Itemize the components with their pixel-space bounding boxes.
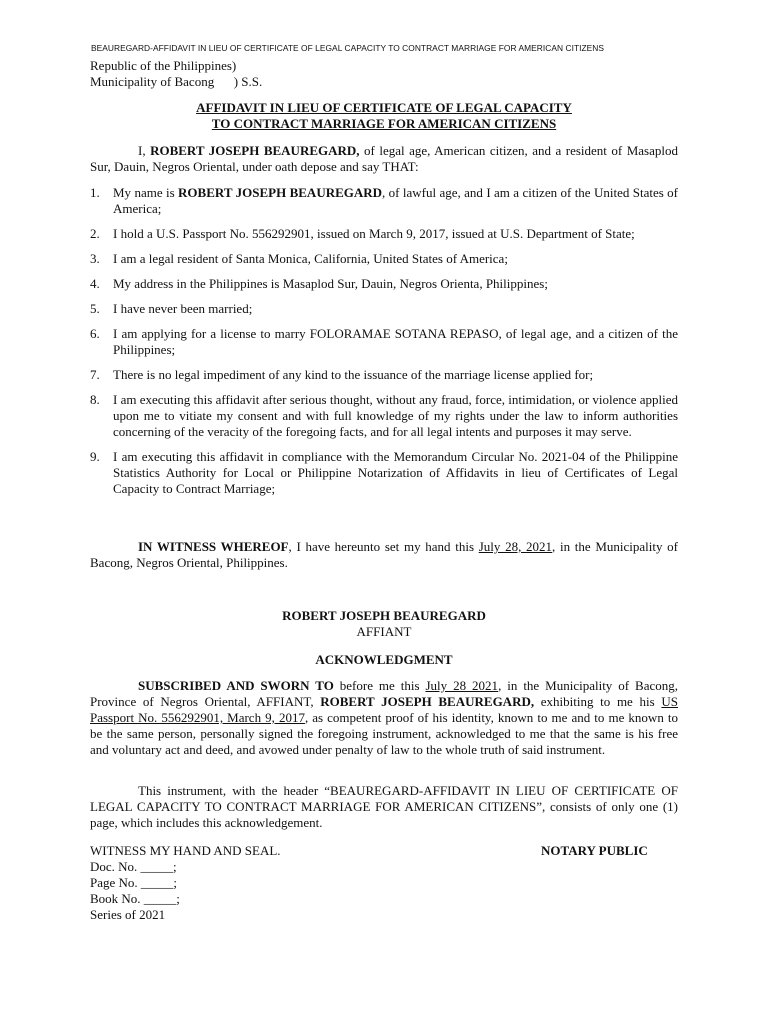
ack-text: before me this bbox=[333, 678, 426, 693]
document-title bbox=[90, 100, 678, 132]
venue-line-republic: Republic of the Philippines) bbox=[90, 58, 237, 73]
acknowledgment-title: ACKNOWLEDGMENT bbox=[315, 652, 453, 667]
witness-pre: , I have hereunto set my hand this bbox=[288, 539, 479, 554]
item-number: 6. bbox=[90, 326, 100, 341]
item-text: I have never been married; bbox=[113, 301, 253, 316]
intro-pre: I, bbox=[138, 143, 151, 158]
item-number: 2. bbox=[90, 226, 100, 241]
item-text: My name is bbox=[113, 185, 179, 200]
ack-text: , as competent proof of his identity, known to me and to me known to be the same person, personally signed the foregoing instrument, acknowledged to me that the same is his free and voluntary act and deed, and avowed under penalty of law to the whole truth of said instrument. bbox=[90, 710, 678, 757]
item-number: 4. bbox=[90, 276, 100, 291]
witness-paragraph bbox=[90, 539, 678, 571]
item-text: I hold a U.S. Passport No. 556292901, issued on March 9, 2017, issued at U.S. Department of State; bbox=[113, 226, 635, 241]
document-header: BEAUREGARD-AFFIDAVIT IN LIEU OF CERTIFICATE OF LEGAL CAPACITY TO CONTRACT MARRIAGE FOR AMERICAN CITIZENS bbox=[91, 43, 605, 53]
book-no: Book No. _____; bbox=[90, 891, 180, 906]
acknowledgment-paragraph bbox=[90, 678, 678, 758]
list-item bbox=[90, 392, 678, 440]
item-number: 7. bbox=[90, 367, 100, 382]
item-text: I am executing this affidavit in compliance with the Memorandum Circular No. 2021-04 of the Philippine Statistics Authority for Local or Philippine Notarization of Affidavits in lieu of Certificates of Legal Capacity to Contract Marriage; bbox=[113, 449, 678, 496]
page-no: Page No. _____; bbox=[90, 875, 178, 890]
item-number: 9. bbox=[90, 449, 100, 464]
witness-post: , in the Municipality of Bacong, Negros Oriental, Philippines. bbox=[90, 539, 678, 570]
ack-date: July 28 2021 bbox=[425, 678, 499, 693]
notary-public-label: NOTARY PUBLIC bbox=[541, 843, 648, 858]
affiant-role: AFFIANT bbox=[356, 624, 412, 639]
list-item bbox=[90, 449, 678, 497]
title-line-2: TO CONTRACT MARRIAGE FOR AMERICAN CITIZENS bbox=[211, 116, 557, 131]
item-text: I am executing this affidavit after serious thought, without any fraud, force, intimidation, or violence applied upon me to vitiate my consent and with full knowledge of my rights under the law to inform authorities concerning of the veracity of the foregoing facts, and for all legal intents and purposes it may serve. bbox=[113, 392, 678, 439]
list-item bbox=[90, 251, 678, 267]
intro-affiant-name: ROBERT JOSEPH BEAUREGARD, bbox=[150, 143, 360, 158]
witness-hand-seal: WITNESS MY HAND AND SEAL. bbox=[90, 843, 281, 858]
affiant-name: ROBERT JOSEPH BEAUREGARD bbox=[282, 608, 486, 623]
intro-post: of legal age, American citizen, and a resident of Masaplod Sur, Dauin, Negros Oriental, under oath depose and say THAT: bbox=[90, 143, 678, 174]
item-text: There is no legal impediment of any kind to the issuance of the marriage license applied for; bbox=[113, 367, 594, 382]
affiant-block bbox=[90, 608, 678, 640]
item-bold-name: ROBERT JOSEPH BEAUREGARD bbox=[178, 185, 383, 200]
list-item bbox=[90, 276, 678, 292]
intro-paragraph bbox=[90, 143, 678, 175]
list-item bbox=[90, 226, 678, 242]
statement-list bbox=[90, 185, 678, 506]
series: Series of 2021 bbox=[90, 907, 166, 922]
item-text: My address in the Philippines is Masaplod Sur, Dauin, Negros Orienta, Philippines; bbox=[113, 276, 548, 291]
item-number: 5. bbox=[90, 301, 100, 316]
venue-block bbox=[90, 58, 262, 90]
list-item bbox=[90, 367, 678, 383]
list-item bbox=[90, 185, 678, 217]
notarial-register bbox=[90, 859, 180, 923]
item-number: 1. bbox=[90, 185, 100, 200]
title-line-1: AFFIDAVIT IN LIEU OF CERTIFICATE OF LEGAL CAPACITY bbox=[196, 100, 572, 115]
item-text: I am applying for a license to marry FOLORAMAE SOTANA REPASO, of legal age, and a citizen of the Philippines; bbox=[113, 326, 678, 357]
item-text: , of lawful age, and I am a citizen of the United States of America; bbox=[113, 185, 678, 216]
item-number: 3. bbox=[90, 251, 100, 266]
item-text: I am a legal resident of Santa Monica, California, United States of America; bbox=[113, 251, 508, 266]
witness-whereof: IN WITNESS WHEREOF bbox=[138, 539, 289, 554]
ack-passport: US Passport No. 556292901, March 9, 2017 bbox=[90, 694, 678, 725]
list-item bbox=[90, 301, 678, 317]
doc-no: Doc. No. _____; bbox=[90, 859, 177, 874]
list-item bbox=[90, 326, 678, 358]
ack-affiant-name: ROBERT JOSEPH BEAUREGARD, bbox=[320, 694, 535, 709]
witness-date: July 28, 2021 bbox=[478, 539, 553, 554]
subscribed-sworn: SUBSCRIBED AND SWORN TO bbox=[138, 678, 334, 693]
ack-text: , in the Municipality of Bacong, Province of Negros Oriental, AFFIANT, bbox=[90, 678, 678, 709]
venue-line-municipality: Municipality of Bacong ) S.S. bbox=[90, 74, 263, 89]
item-number: 8. bbox=[90, 392, 100, 407]
ack-text: exhibiting to me his bbox=[534, 694, 662, 709]
instrument-paragraph: This instrument, with the header “BEAUREGARD-AFFIDAVIT IN LIEU OF CERTIFICATE OF LEGAL CAPACITY TO CONTRACT MARRIAGE FOR AMERICAN CITIZENS”, consists of only one (1) page, which includes this acknowledgement. bbox=[90, 783, 678, 830]
